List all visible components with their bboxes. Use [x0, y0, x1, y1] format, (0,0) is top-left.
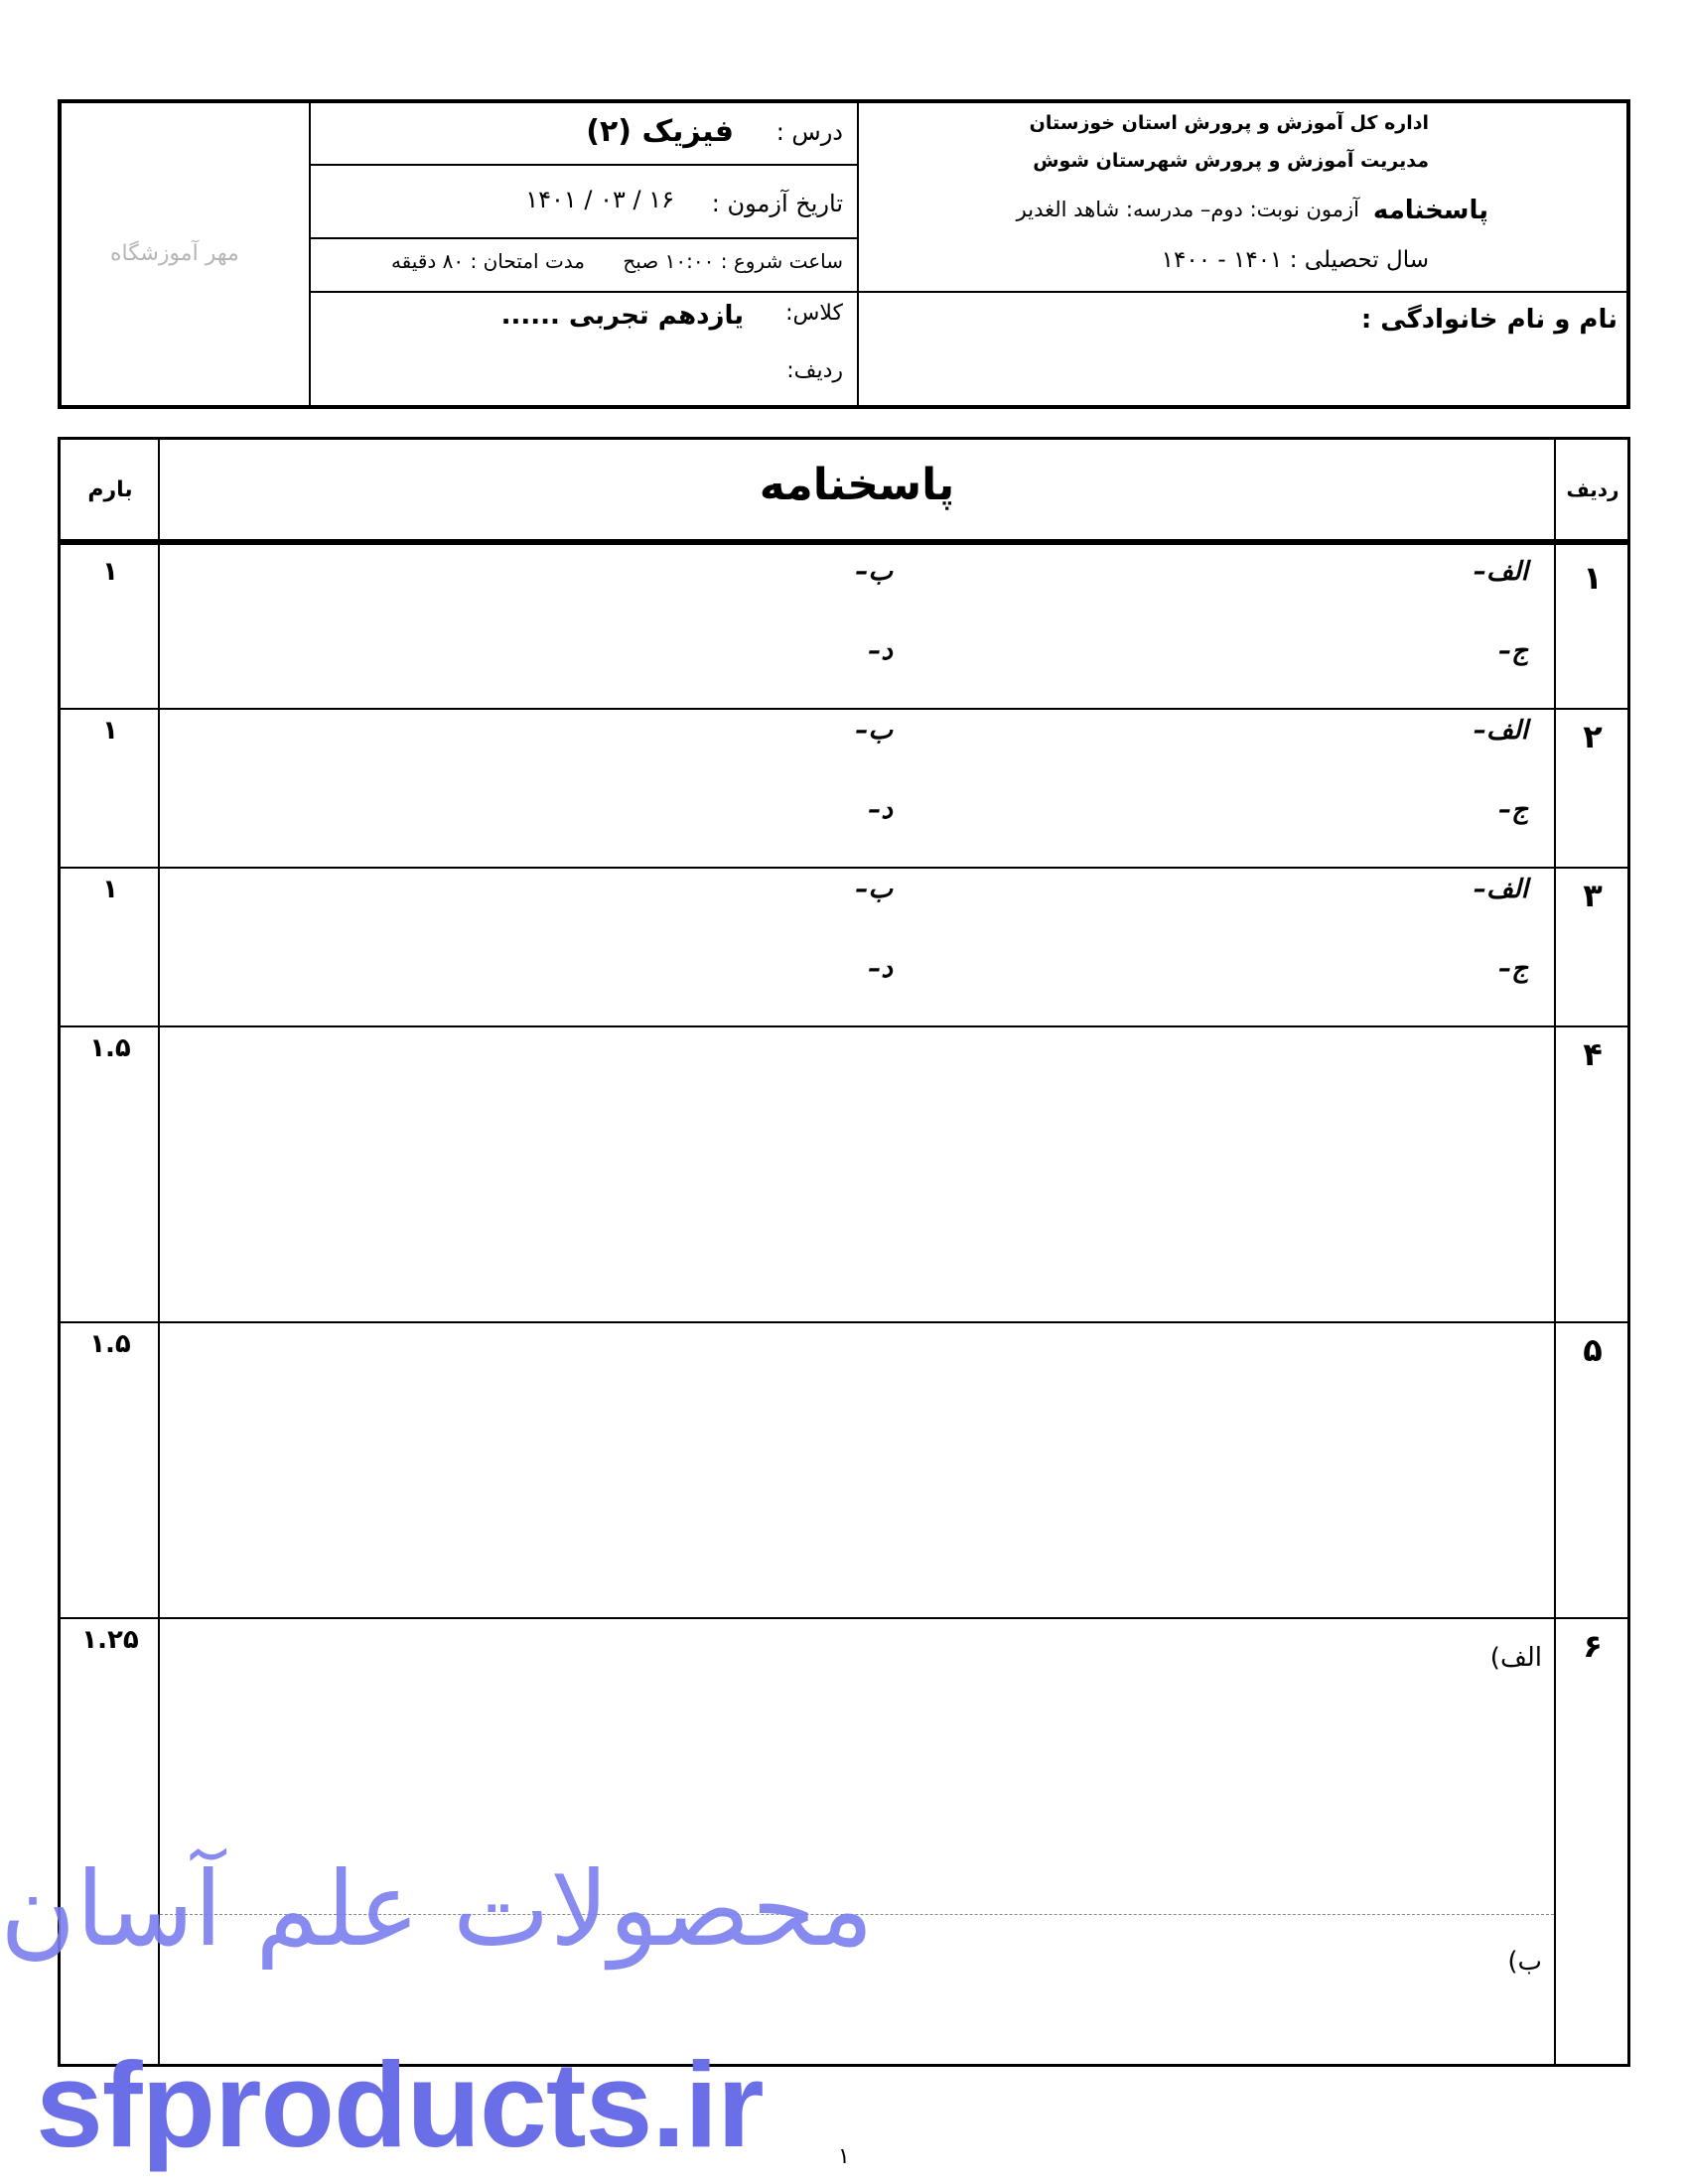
exam-date-value: ۱۶ / ۰۳ / ۱۴۰۱: [525, 186, 674, 213]
row-number: ۴: [1583, 1035, 1603, 1073]
row-number-label: ردیف:: [786, 358, 843, 383]
header-divider: [309, 164, 857, 166]
header-divider: [857, 102, 859, 406]
row-divider: [61, 708, 1627, 710]
answer-table: [58, 437, 1630, 2067]
watermark-domain: sfproducts.ir: [36, 2037, 764, 2172]
subject-value: فیزیک (۲): [586, 114, 734, 149]
option-a: الف–: [1473, 716, 1528, 746]
office-line-1: اداره کل آموزش و پرورش استان خوزستان: [1029, 112, 1429, 134]
table-column-divider: [158, 440, 160, 2064]
exam-header: [58, 99, 1630, 409]
row-divider: [61, 1321, 1627, 1323]
option-c: ج–: [1498, 636, 1528, 666]
column-header-score: بارم: [87, 478, 133, 502]
option-d: د–: [868, 954, 893, 984]
row-number: ۳: [1583, 877, 1603, 914]
column-header-row: ردیف: [1566, 478, 1619, 501]
header-underline: [61, 539, 1627, 545]
option-c: ج–: [1498, 954, 1528, 984]
row-number: ۶: [1583, 1627, 1603, 1665]
table-column-divider: [1554, 440, 1556, 2064]
office-line-2: مدیریت آموزش و پرورش شهرستان شوش: [1033, 150, 1429, 172]
header-divider: [309, 237, 857, 239]
option-b: ب–: [855, 716, 893, 746]
row-score: ۱.۵: [89, 1329, 131, 1359]
part-b-label: ب): [1507, 1947, 1542, 1977]
class-label: کلاس:: [785, 301, 843, 326]
exam-duration: مدت امتحان : ۸۰ دقیقه: [390, 249, 585, 273]
answer-sheet-title: پاسخنامه: [1372, 196, 1488, 225]
row-number: ۲: [1583, 718, 1603, 755]
column-header-title: پاسخنامه: [759, 460, 955, 510]
start-time: ساعت شروع : ۱۰:۰۰ صبح: [623, 249, 843, 273]
exam-info: آزمون نوبت: دوم– مدرسه: شاهد الغدیر: [1016, 198, 1359, 221]
option-b: ب–: [855, 557, 893, 587]
class-value: یازدهم تجربی ......: [500, 301, 744, 331]
row-score: ۱.۲۵: [81, 1625, 139, 1655]
row-score: ۱: [102, 716, 118, 746]
row-divider: [61, 1025, 1627, 1027]
row-number: ۵: [1583, 1331, 1603, 1369]
row-score: ۱.۵: [89, 1033, 131, 1063]
row-score: ۱: [102, 875, 118, 904]
row-divider: [61, 867, 1627, 869]
academic-year: سال تحصیلی : ۱۴۰۱ - ۱۴۰۰: [1161, 247, 1429, 273]
row-divider: [61, 1617, 1627, 1619]
option-d: د–: [868, 795, 893, 825]
option-d: د–: [868, 636, 893, 666]
page-number: ۱: [838, 2144, 850, 2169]
option-b: ب–: [855, 875, 893, 904]
option-c: ج–: [1498, 795, 1528, 825]
watermark-persian: محصولات علم آسان: [0, 1848, 874, 1970]
exam-date-label: تاریخ آزمون :: [711, 190, 843, 217]
part-a-label: الف): [1489, 1643, 1542, 1673]
option-a: الف–: [1473, 875, 1528, 904]
row-score: ۱: [102, 557, 118, 587]
header-divider: [309, 291, 1627, 293]
student-name-label: نام و نام خانوادگی :: [1360, 305, 1618, 335]
school-stamp-label: مهر آموزشگاه: [110, 241, 239, 266]
subject-label: درس :: [775, 118, 843, 146]
option-a: الف–: [1473, 557, 1528, 587]
row-number: ۱: [1583, 559, 1603, 597]
header-divider: [309, 102, 311, 406]
